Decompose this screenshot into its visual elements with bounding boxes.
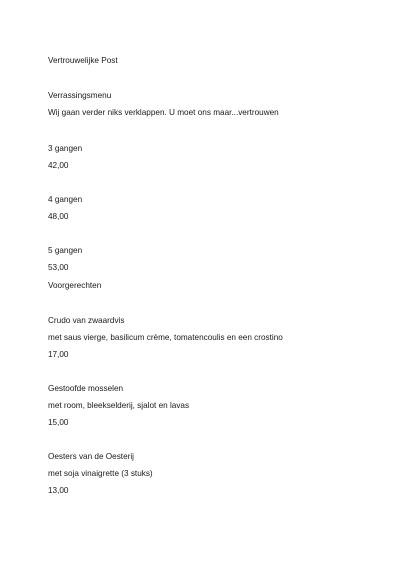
dish-description: met soja vinaigrette (3 stuks) <box>48 469 153 478</box>
menu-option-price: 53,00 <box>48 263 69 272</box>
dish-description: met room, bleekselderij, sjalot en lavas <box>48 401 190 410</box>
surprise-menu-heading: Verrassingsmenu <box>48 91 112 100</box>
menu-option-price: 48,00 <box>48 212 69 221</box>
document-title: Vertrouwelijke Post <box>48 56 118 65</box>
dish-description: met saus vierge, basilicum crème, tomatencoulis en een crostino <box>48 333 283 342</box>
dish-name: Crudo van zwaardvis <box>48 316 125 325</box>
dish-name: Gestoofde mosselen <box>48 384 124 393</box>
dish-price: 13,00 <box>48 486 69 495</box>
dish-name: Oesters van de Oesterij <box>48 452 135 461</box>
menu-option-label: 3 gangen <box>48 144 83 153</box>
menu-option-label: 5 gangen <box>48 246 83 255</box>
dish-price: 17,00 <box>48 350 69 359</box>
starters-heading: Voorgerechten <box>48 281 102 290</box>
surprise-menu-description: Wij gaan verder niks verklappen. U moet ons maar...vertrouwen <box>48 108 279 117</box>
menu-option-price: 42,00 <box>48 161 69 170</box>
dish-price: 15,00 <box>48 418 69 427</box>
menu-option-label: 4 gangen <box>48 195 83 204</box>
